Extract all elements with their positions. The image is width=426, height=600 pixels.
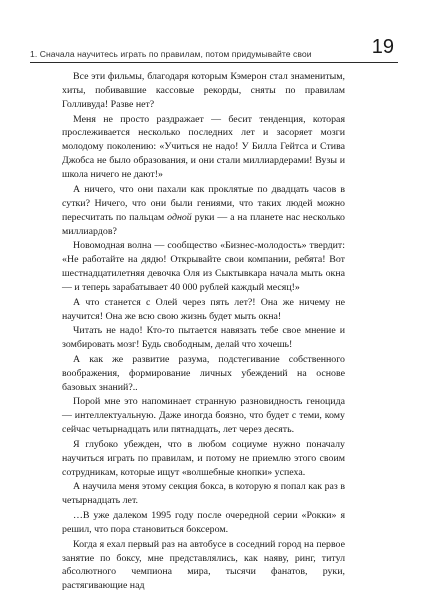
paragraph: Я глубоко убежден, что в любом социуме нужно поначалу научиться играть по правилам, и потому не приемлю этого своим сотрудникам, которые ищут «волшебные кнопки» успеха. [62,438,345,478]
paragraph: А как же развитие разума, подстегивание собственного воображения, формирование личных убеждений на основе базовых знаний?.. [62,353,345,393]
paragraph: А что станется с Олей через пять лет?! Она же ничему не научится! Она же всю свою жизнь будет мыть окна! [62,296,345,322]
header-rule [30,62,398,63]
running-head: 1. Сначала научитесь играть по правилам, потом придумывайте свои [30,49,312,59]
paragraph: …В уже далеком 1995 году после очередной серии «Рокки» я решил, что пора становиться боксером. [62,510,345,535]
paragraph: Меня не просто раздражает — бесит тенденция, которая прослеживается несколько последних лет и засоряет мозги молодому поколению: «Учиться не надо! У Билла Гейтса и Стива Джобса не было образования, и они стали миллиардерами! Вузы и школа ничего не дают!» [62,113,345,181]
paragraph: Читать не надо! Кто-то пытается навязать тебе свое мнение и зомбировать мозг! Будь свободным, делай что хочешь! [62,325,345,351]
paragraph: Порой мне это напоминает странную разновидность геноцида — интеллектуальную. Даже иногда боязно, что будет с теми, кому сейчас четырнадцать или пятнадцать, лет через десять. [62,396,345,436]
paragraph: Все эти фильмы, благодаря которым Кэмерон стал знаменитым, хиты, побивавшие кассовые рекорды, сняты по правилам Голливуда! Разве нет? [62,71,345,110]
page-number: 19 [371,36,394,58]
paragraph: А ничего, что они пахали как проклятые по двадцать часов в сутки? Ничего, что они были гениями, что таких людей можно пересчитать по пальцам одной руки — а на планете нас несколько миллиардов? [62,183,345,237]
body-text [62,70,345,594]
paragraph: Новомодная волна — сообщество «Бизнес-молодость» твердит: «Не работайте на дядю! Открывайте свои компании, ребята! Вот шестнадцатилетняя девочка Оля из Сыктывкара начала мыть окна — и теперь зарабатывает 40 000 рублей каждый месяц!» [62,240,345,293]
paragraph: А научила меня этому секция бокса, в которую я попал как раз в четырнадцать лет. [62,481,345,507]
paragraph: Когда я ехал первый раз на автобусе в соседний город на первое занятие по боксу, мне представлялись, как наяву, ринг, титул абсолютного чемпиона мира, тысячи фанатов, руки, растягивающие над [62,538,345,592]
